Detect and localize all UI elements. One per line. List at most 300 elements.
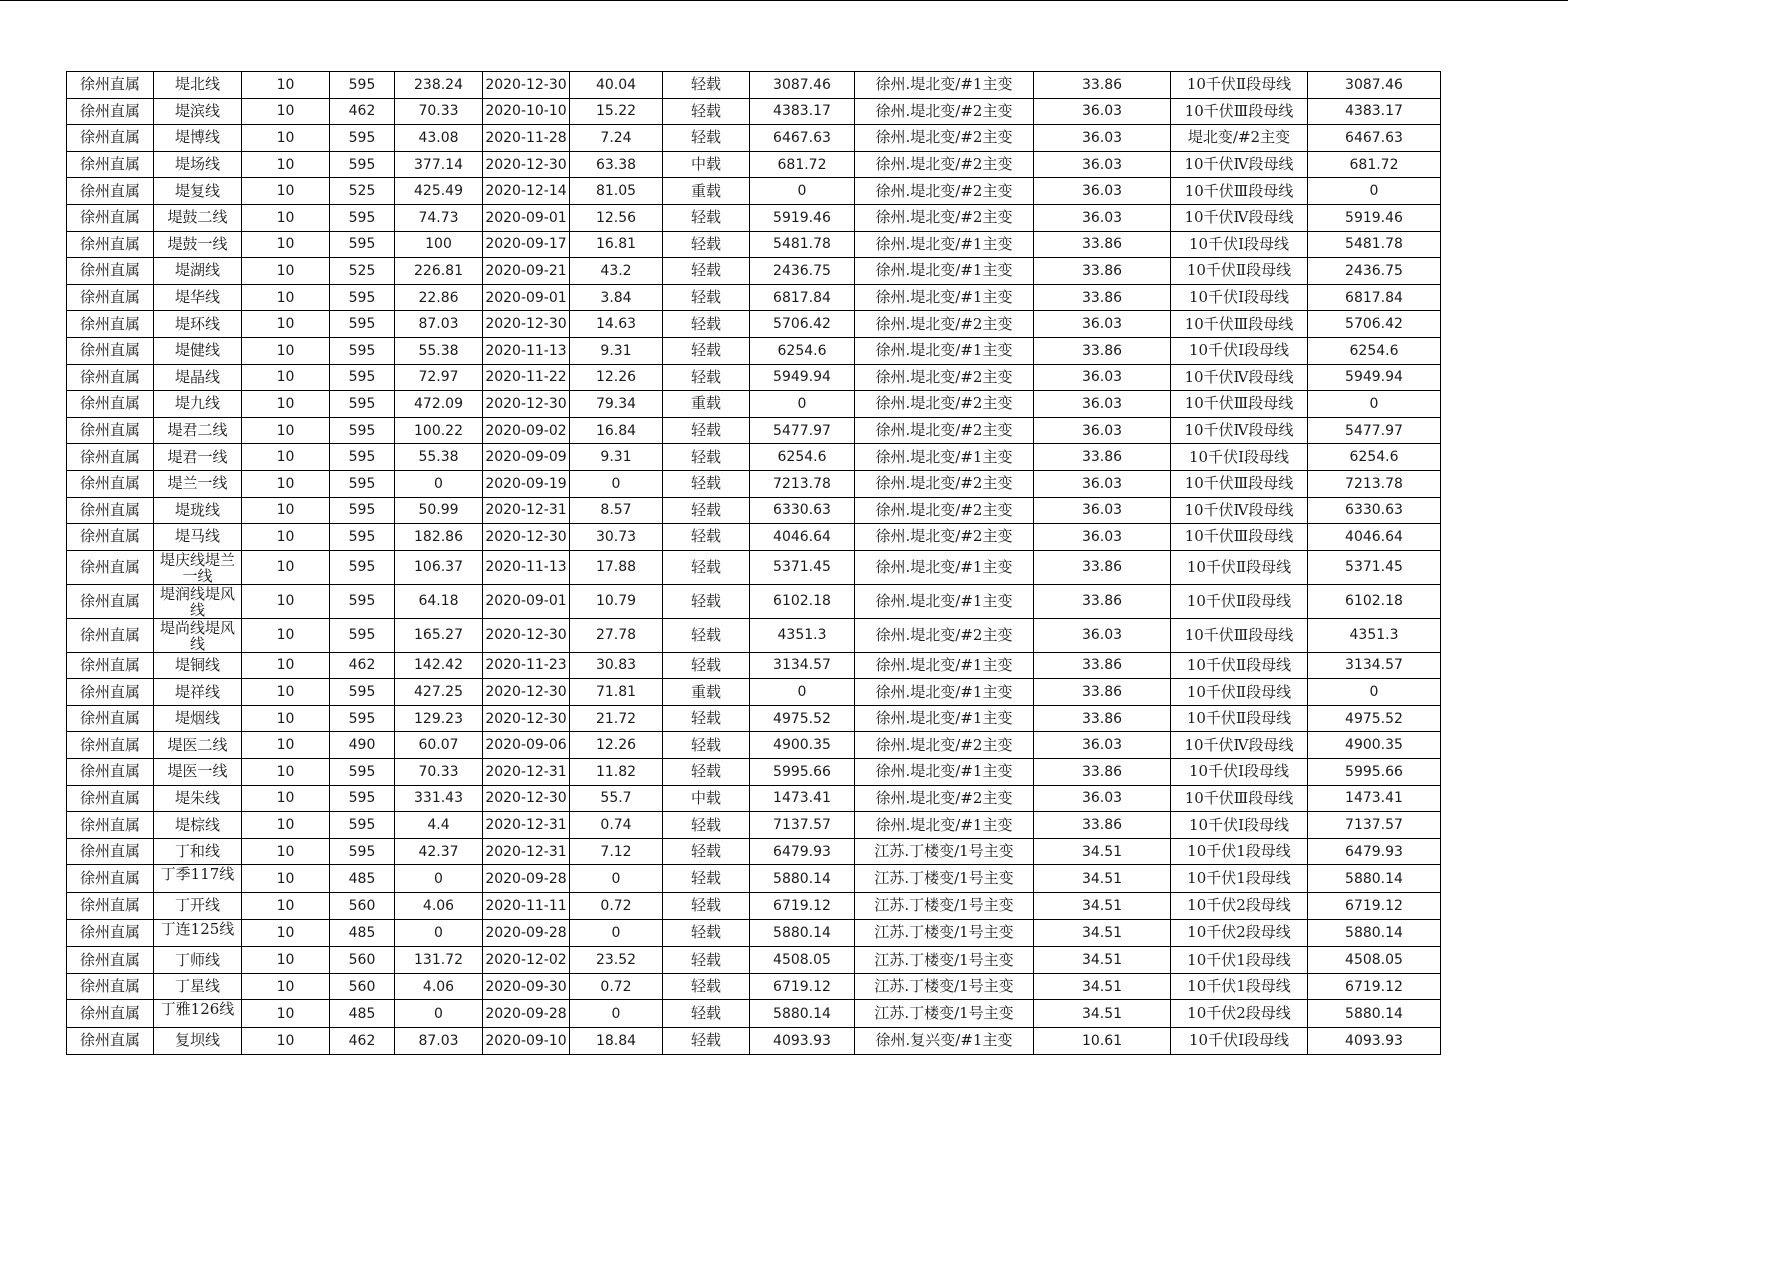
line-name-cell: 丁师线 — [154, 947, 242, 974]
busbar-cell: 10千伏Ⅲ段母线 — [1171, 98, 1308, 125]
available-capacity-cell: 6817.84 — [750, 284, 855, 311]
table-row — [67, 973, 1441, 1000]
load-rate-cell: 55.7 — [570, 785, 663, 812]
rated-current-cell: 595 — [330, 497, 395, 524]
line-name-cell: 堤健线 — [154, 337, 242, 364]
rated-current-cell: 462 — [330, 652, 395, 679]
load-rate-cell: 11.82 — [570, 759, 663, 786]
max-current-cell: 425.49 — [395, 178, 483, 205]
unit-cell: 徐州直属 — [67, 919, 154, 947]
voltage-cell: 10 — [242, 550, 330, 584]
load-rate-cell: 7.12 — [570, 838, 663, 865]
voltage-cell: 10 — [242, 679, 330, 706]
transformer-load-rate-cell: 33.86 — [1034, 337, 1171, 364]
busbar-cell: 10千伏Ⅳ段母线 — [1171, 732, 1308, 759]
load-rate-cell: 0 — [570, 919, 663, 947]
unit-cell: 徐州直属 — [67, 444, 154, 471]
rated-current-cell: 595 — [330, 417, 395, 444]
table-row — [67, 178, 1441, 205]
unit-cell: 徐州直属 — [67, 550, 154, 584]
transformer-load-rate-cell: 36.03 — [1034, 125, 1171, 152]
available-capacity-cell: 7213.78 — [750, 470, 855, 497]
transformer-load-rate-cell: 36.03 — [1034, 618, 1171, 652]
rated-current-cell: 490 — [330, 732, 395, 759]
substation-transformer-cell: 徐州.堤北变/#1主变 — [855, 679, 1034, 706]
table-row — [67, 364, 1441, 391]
max-current-cell: 50.99 — [395, 497, 483, 524]
available-capacity-cell: 4383.17 — [750, 98, 855, 125]
transformer-load-rate-cell: 33.86 — [1034, 444, 1171, 471]
voltage-cell: 10 — [242, 364, 330, 391]
available-capacity-cell: 681.72 — [750, 151, 855, 178]
line-name-cell: 堤君一线 — [154, 444, 242, 471]
max-current-cell: 0 — [395, 919, 483, 947]
unit-cell: 徐州直属 — [67, 705, 154, 732]
date-cell: 2020-12-30 — [483, 679, 570, 706]
capacity-cell: 5919.46 — [1308, 204, 1441, 231]
load-status-cell: 轻载 — [663, 973, 750, 1000]
capacity-cell: 0 — [1308, 391, 1441, 418]
voltage-cell: 10 — [242, 98, 330, 125]
capacity-cell: 5949.94 — [1308, 364, 1441, 391]
rated-current-cell: 595 — [330, 524, 395, 551]
date-cell: 2020-12-30 — [483, 391, 570, 418]
transformer-load-rate-cell: 36.03 — [1034, 178, 1171, 205]
load-rate-cell: 9.31 — [570, 444, 663, 471]
line-name-cell: 堤场线 — [154, 151, 242, 178]
unit-cell: 徐州直属 — [67, 732, 154, 759]
busbar-cell: 10千伏1段母线 — [1171, 865, 1308, 893]
rated-current-cell: 462 — [330, 98, 395, 125]
load-status-cell: 轻载 — [663, 1000, 750, 1028]
line-name-cell: 堤铜线 — [154, 652, 242, 679]
load-rate-cell: 0.72 — [570, 973, 663, 1000]
transformer-load-rate-cell: 33.86 — [1034, 231, 1171, 258]
substation-transformer-cell: 徐州.堤北变/#2主变 — [855, 364, 1034, 391]
unit-cell: 徐州直属 — [67, 1028, 154, 1055]
transformer-load-rate-cell: 10.61 — [1034, 1028, 1171, 1055]
load-rate-cell: 0.72 — [570, 893, 663, 920]
voltage-cell: 10 — [242, 1028, 330, 1055]
busbar-cell: 10千伏Ⅳ段母线 — [1171, 417, 1308, 444]
load-status-cell: 轻载 — [663, 98, 750, 125]
unit-cell: 徐州直属 — [67, 391, 154, 418]
max-current-cell: 165.27 — [395, 618, 483, 652]
load-rate-cell: 27.78 — [570, 618, 663, 652]
available-capacity-cell: 4900.35 — [750, 732, 855, 759]
capacity-cell: 4046.64 — [1308, 524, 1441, 551]
max-current-cell: 129.23 — [395, 705, 483, 732]
transformer-load-rate-cell: 36.03 — [1034, 364, 1171, 391]
transformer-load-rate-cell: 33.86 — [1034, 679, 1171, 706]
busbar-cell: 10千伏Ⅱ段母线 — [1171, 652, 1308, 679]
transformer-load-rate-cell: 33.86 — [1034, 258, 1171, 285]
max-current-cell: 106.37 — [395, 550, 483, 584]
transformer-load-rate-cell: 36.03 — [1034, 417, 1171, 444]
capacity-cell: 6254.6 — [1308, 337, 1441, 364]
unit-cell: 徐州直属 — [67, 125, 154, 152]
busbar-cell: 10千伏Ⅲ段母线 — [1171, 391, 1308, 418]
capacity-cell: 5371.45 — [1308, 550, 1441, 584]
available-capacity-cell: 3134.57 — [750, 652, 855, 679]
date-cell: 2020-09-28 — [483, 1000, 570, 1028]
capacity-cell: 4900.35 — [1308, 732, 1441, 759]
load-rate-cell: 79.34 — [570, 391, 663, 418]
date-cell: 2020-10-10 — [483, 98, 570, 125]
voltage-cell: 10 — [242, 151, 330, 178]
table-row — [67, 947, 1441, 974]
max-current-cell: 142.42 — [395, 652, 483, 679]
capacity-cell: 681.72 — [1308, 151, 1441, 178]
substation-transformer-cell: 徐州.堤北变/#2主变 — [855, 618, 1034, 652]
unit-cell: 徐州直属 — [67, 72, 154, 99]
rated-current-cell: 595 — [330, 618, 395, 652]
rated-current-cell: 595 — [330, 72, 395, 99]
load-rate-cell: 12.26 — [570, 732, 663, 759]
capacity-cell: 6254.6 — [1308, 444, 1441, 471]
line-name-cell: 堤北线 — [154, 72, 242, 99]
substation-transformer-cell: 徐州.堤北变/#2主变 — [855, 470, 1034, 497]
available-capacity-cell: 7137.57 — [750, 812, 855, 839]
load-rate-cell: 14.63 — [570, 311, 663, 338]
transformer-load-rate-cell: 36.03 — [1034, 204, 1171, 231]
busbar-cell: 10千伏Ⅰ段母线 — [1171, 759, 1308, 786]
substation-transformer-cell: 徐州.堤北变/#2主变 — [855, 151, 1034, 178]
available-capacity-cell: 5880.14 — [750, 919, 855, 947]
load-rate-cell: 23.52 — [570, 947, 663, 974]
rated-current-cell: 595 — [330, 125, 395, 152]
load-status-cell: 轻载 — [663, 919, 750, 947]
line-name-cell: 堤马线 — [154, 524, 242, 551]
rated-current-cell: 595 — [330, 204, 395, 231]
capacity-cell: 6467.63 — [1308, 125, 1441, 152]
unit-cell: 徐州直属 — [67, 893, 154, 920]
date-cell: 2020-12-31 — [483, 497, 570, 524]
max-current-cell: 100 — [395, 231, 483, 258]
available-capacity-cell: 3087.46 — [750, 72, 855, 99]
substation-transformer-cell: 徐州.堤北变/#1主变 — [855, 231, 1034, 258]
busbar-cell: 10千伏Ⅳ段母线 — [1171, 364, 1308, 391]
substation-transformer-cell: 徐州.堤北变/#1主变 — [855, 705, 1034, 732]
voltage-cell: 10 — [242, 759, 330, 786]
unit-cell: 徐州直属 — [67, 652, 154, 679]
table-row — [67, 679, 1441, 706]
max-current-cell: 60.07 — [395, 732, 483, 759]
load-status-cell: 重载 — [663, 391, 750, 418]
line-name-cell: 复坝线 — [154, 1028, 242, 1055]
load-status-cell: 轻载 — [663, 893, 750, 920]
max-current-cell: 70.33 — [395, 759, 483, 786]
max-current-cell: 42.37 — [395, 838, 483, 865]
busbar-cell: 10千伏Ⅲ段母线 — [1171, 311, 1308, 338]
date-cell: 2020-12-02 — [483, 947, 570, 974]
unit-cell: 徐州直属 — [67, 524, 154, 551]
table-row — [67, 584, 1441, 618]
date-cell: 2020-11-28 — [483, 125, 570, 152]
load-rate-cell: 63.38 — [570, 151, 663, 178]
available-capacity-cell: 0 — [750, 679, 855, 706]
line-name-cell: 堤晶线 — [154, 364, 242, 391]
transformer-load-rate-cell: 36.03 — [1034, 311, 1171, 338]
substation-transformer-cell: 徐州.堤北变/#1主变 — [855, 652, 1034, 679]
load-status-cell: 轻载 — [663, 417, 750, 444]
transformer-load-rate-cell: 33.86 — [1034, 584, 1171, 618]
busbar-cell: 10千伏1段母线 — [1171, 973, 1308, 1000]
load-status-cell: 轻载 — [663, 865, 750, 893]
rated-current-cell: 595 — [330, 550, 395, 584]
load-status-cell: 轻载 — [663, 72, 750, 99]
available-capacity-cell: 5880.14 — [750, 1000, 855, 1028]
line-name-cell: 丁星线 — [154, 973, 242, 1000]
line-name-cell: 堤朱线 — [154, 785, 242, 812]
available-capacity-cell: 5371.45 — [750, 550, 855, 584]
busbar-cell: 10千伏Ⅳ段母线 — [1171, 151, 1308, 178]
substation-transformer-cell: 徐州.堤北变/#2主变 — [855, 98, 1034, 125]
substation-transformer-cell: 徐州.堤北变/#2主变 — [855, 204, 1034, 231]
voltage-cell: 10 — [242, 812, 330, 839]
date-cell: 2020-09-01 — [483, 284, 570, 311]
capacity-cell: 4093.93 — [1308, 1028, 1441, 1055]
transformer-load-rate-cell: 36.03 — [1034, 151, 1171, 178]
busbar-cell: 10千伏Ⅰ段母线 — [1171, 231, 1308, 258]
table-row — [67, 151, 1441, 178]
available-capacity-cell: 5880.14 — [750, 865, 855, 893]
capacity-cell: 5995.66 — [1308, 759, 1441, 786]
table-row — [67, 838, 1441, 865]
unit-cell: 徐州直属 — [67, 284, 154, 311]
transformer-load-rate-cell: 36.03 — [1034, 470, 1171, 497]
busbar-cell: 10千伏Ⅱ段母线 — [1171, 584, 1308, 618]
max-current-cell: 226.81 — [395, 258, 483, 285]
unit-cell: 徐州直属 — [67, 759, 154, 786]
date-cell: 2020-09-10 — [483, 1028, 570, 1055]
table-row — [67, 258, 1441, 285]
max-current-cell: 72.97 — [395, 364, 483, 391]
line-name-cell: 堤庆线堤兰一线 — [154, 550, 242, 584]
rated-current-cell: 595 — [330, 231, 395, 258]
voltage-cell: 10 — [242, 444, 330, 471]
max-current-cell: 87.03 — [395, 311, 483, 338]
load-status-cell: 轻载 — [663, 550, 750, 584]
capacity-cell: 4508.05 — [1308, 947, 1441, 974]
transformer-load-rate-cell: 33.86 — [1034, 550, 1171, 584]
capacity-cell: 2436.75 — [1308, 258, 1441, 285]
rated-current-cell: 595 — [330, 284, 395, 311]
unit-cell: 徐州直属 — [67, 865, 154, 893]
transformer-load-rate-cell: 36.03 — [1034, 785, 1171, 812]
capacity-cell: 1473.41 — [1308, 785, 1441, 812]
substation-transformer-cell: 徐州.堤北变/#2主变 — [855, 417, 1034, 444]
date-cell: 2020-12-14 — [483, 178, 570, 205]
unit-cell: 徐州直属 — [67, 947, 154, 974]
rated-current-cell: 485 — [330, 919, 395, 947]
line-name-cell: 堤医二线 — [154, 732, 242, 759]
transformer-load-rate-cell: 36.03 — [1034, 524, 1171, 551]
line-name-cell: 堤君二线 — [154, 417, 242, 444]
capacity-cell: 7213.78 — [1308, 470, 1441, 497]
load-rate-cell: 43.2 — [570, 258, 663, 285]
rated-current-cell: 595 — [330, 812, 395, 839]
max-current-cell: 131.72 — [395, 947, 483, 974]
busbar-cell: 10千伏Ⅱ段母线 — [1171, 550, 1308, 584]
substation-transformer-cell: 江苏.丁楼变/1号主变 — [855, 838, 1034, 865]
load-status-cell: 中载 — [663, 785, 750, 812]
date-cell: 2020-12-31 — [483, 838, 570, 865]
line-name-cell: 堤烟线 — [154, 705, 242, 732]
date-cell: 2020-09-06 — [483, 732, 570, 759]
available-capacity-cell: 0 — [750, 178, 855, 205]
load-rate-cell: 0 — [570, 470, 663, 497]
rated-current-cell: 595 — [330, 151, 395, 178]
available-capacity-cell: 4351.3 — [750, 618, 855, 652]
table-row — [67, 524, 1441, 551]
voltage-cell: 10 — [242, 311, 330, 338]
capacity-cell: 0 — [1308, 178, 1441, 205]
date-cell: 2020-12-30 — [483, 785, 570, 812]
rated-current-cell: 595 — [330, 470, 395, 497]
max-current-cell: 4.06 — [395, 893, 483, 920]
max-current-cell: 182.86 — [395, 524, 483, 551]
table-row — [67, 337, 1441, 364]
busbar-cell: 10千伏Ⅳ段母线 — [1171, 497, 1308, 524]
voltage-cell: 10 — [242, 72, 330, 99]
available-capacity-cell: 2436.75 — [750, 258, 855, 285]
load-status-cell: 轻载 — [663, 812, 750, 839]
available-capacity-cell: 5919.46 — [750, 204, 855, 231]
rated-current-cell: 595 — [330, 337, 395, 364]
voltage-cell: 10 — [242, 417, 330, 444]
line-name-cell: 堤祥线 — [154, 679, 242, 706]
date-cell: 2020-11-11 — [483, 893, 570, 920]
date-cell: 2020-09-21 — [483, 258, 570, 285]
busbar-cell: 10千伏Ⅲ段母线 — [1171, 524, 1308, 551]
rated-current-cell: 560 — [330, 893, 395, 920]
line-name-cell: 堤湖线 — [154, 258, 242, 285]
capacity-cell: 5880.14 — [1308, 865, 1441, 893]
date-cell: 2020-12-30 — [483, 618, 570, 652]
available-capacity-cell: 6467.63 — [750, 125, 855, 152]
max-current-cell: 238.24 — [395, 72, 483, 99]
voltage-cell: 10 — [242, 470, 330, 497]
substation-transformer-cell: 徐州.堤北变/#2主变 — [855, 732, 1034, 759]
load-status-cell: 轻载 — [663, 947, 750, 974]
available-capacity-cell: 5706.42 — [750, 311, 855, 338]
unit-cell: 徐州直属 — [67, 679, 154, 706]
load-rate-cell: 0.74 — [570, 812, 663, 839]
unit-cell: 徐州直属 — [67, 497, 154, 524]
busbar-cell: 10千伏Ⅲ段母线 — [1171, 618, 1308, 652]
capacity-cell: 6719.12 — [1308, 893, 1441, 920]
capacity-cell: 6817.84 — [1308, 284, 1441, 311]
voltage-cell: 10 — [242, 524, 330, 551]
load-rate-cell: 10.79 — [570, 584, 663, 618]
table-row — [67, 893, 1441, 920]
capacity-cell: 5880.14 — [1308, 1000, 1441, 1028]
date-cell: 2020-09-19 — [483, 470, 570, 497]
substation-transformer-cell: 江苏.丁楼变/1号主变 — [855, 1000, 1034, 1028]
available-capacity-cell: 0 — [750, 391, 855, 418]
table-row — [67, 652, 1441, 679]
load-status-cell: 轻载 — [663, 364, 750, 391]
available-capacity-cell: 6719.12 — [750, 893, 855, 920]
unit-cell: 徐州直属 — [67, 417, 154, 444]
load-status-cell: 轻载 — [663, 759, 750, 786]
max-current-cell: 87.03 — [395, 1028, 483, 1055]
voltage-cell: 10 — [242, 838, 330, 865]
load-status-cell: 轻载 — [663, 524, 750, 551]
available-capacity-cell: 1473.41 — [750, 785, 855, 812]
max-current-cell: 4.4 — [395, 812, 483, 839]
load-status-cell: 轻载 — [663, 584, 750, 618]
line-name-cell: 堤滨线 — [154, 98, 242, 125]
capacity-cell: 5481.78 — [1308, 231, 1441, 258]
table-row — [67, 417, 1441, 444]
substation-transformer-cell: 江苏.丁楼变/1号主变 — [855, 893, 1034, 920]
unit-cell: 徐州直属 — [67, 204, 154, 231]
voltage-cell: 10 — [242, 618, 330, 652]
load-status-cell: 轻载 — [663, 838, 750, 865]
line-name-cell: 丁连125线 — [154, 919, 242, 947]
transformer-load-rate-cell: 34.51 — [1034, 1000, 1171, 1028]
table-row — [67, 284, 1441, 311]
substation-transformer-cell: 徐州.堤北变/#1主变 — [855, 812, 1034, 839]
transformer-load-rate-cell: 33.86 — [1034, 812, 1171, 839]
capacity-cell: 5880.14 — [1308, 919, 1441, 947]
unit-cell: 徐州直属 — [67, 98, 154, 125]
max-current-cell: 0 — [395, 865, 483, 893]
date-cell: 2020-09-01 — [483, 204, 570, 231]
load-status-cell: 重载 — [663, 178, 750, 205]
substation-transformer-cell: 徐州.堤北变/#2主变 — [855, 311, 1034, 338]
rated-current-cell: 595 — [330, 705, 395, 732]
transformer-load-rate-cell: 34.51 — [1034, 973, 1171, 1000]
unit-cell: 徐州直属 — [67, 1000, 154, 1028]
substation-transformer-cell: 江苏.丁楼变/1号主变 — [855, 973, 1034, 1000]
busbar-cell: 10千伏1段母线 — [1171, 947, 1308, 974]
busbar-cell: 堤北变/#2主变 — [1171, 125, 1308, 152]
transformer-load-rate-cell: 34.51 — [1034, 865, 1171, 893]
date-cell: 2020-09-09 — [483, 444, 570, 471]
unit-cell: 徐州直属 — [67, 151, 154, 178]
rated-current-cell: 485 — [330, 865, 395, 893]
busbar-cell: 10千伏Ⅰ段母线 — [1171, 812, 1308, 839]
transformer-load-rate-cell: 36.03 — [1034, 497, 1171, 524]
busbar-cell: 10千伏Ⅱ段母线 — [1171, 679, 1308, 706]
table-row — [67, 732, 1441, 759]
date-cell: 2020-09-28 — [483, 865, 570, 893]
table-row — [67, 470, 1441, 497]
substation-transformer-cell: 徐州.堤北变/#1主变 — [855, 72, 1034, 99]
available-capacity-cell: 6102.18 — [750, 584, 855, 618]
load-status-cell: 轻载 — [663, 705, 750, 732]
substation-transformer-cell: 徐州.堤北变/#2主变 — [855, 497, 1034, 524]
voltage-cell: 10 — [242, 284, 330, 311]
load-rate-cell: 8.57 — [570, 497, 663, 524]
substation-transformer-cell: 徐州.堤北变/#1主变 — [855, 584, 1034, 618]
table-row — [67, 705, 1441, 732]
busbar-cell: 10千伏Ⅰ段母线 — [1171, 444, 1308, 471]
busbar-cell: 10千伏Ⅱ段母线 — [1171, 258, 1308, 285]
capacity-cell: 6719.12 — [1308, 973, 1441, 1000]
date-cell: 2020-12-30 — [483, 311, 570, 338]
line-name-cell: 堤棕线 — [154, 812, 242, 839]
line-name-cell: 丁雅126线 — [154, 1000, 242, 1028]
voltage-cell: 10 — [242, 732, 330, 759]
max-current-cell: 427.25 — [395, 679, 483, 706]
date-cell: 2020-11-13 — [483, 550, 570, 584]
line-name-cell: 堤九线 — [154, 391, 242, 418]
capacity-cell: 6479.93 — [1308, 838, 1441, 865]
